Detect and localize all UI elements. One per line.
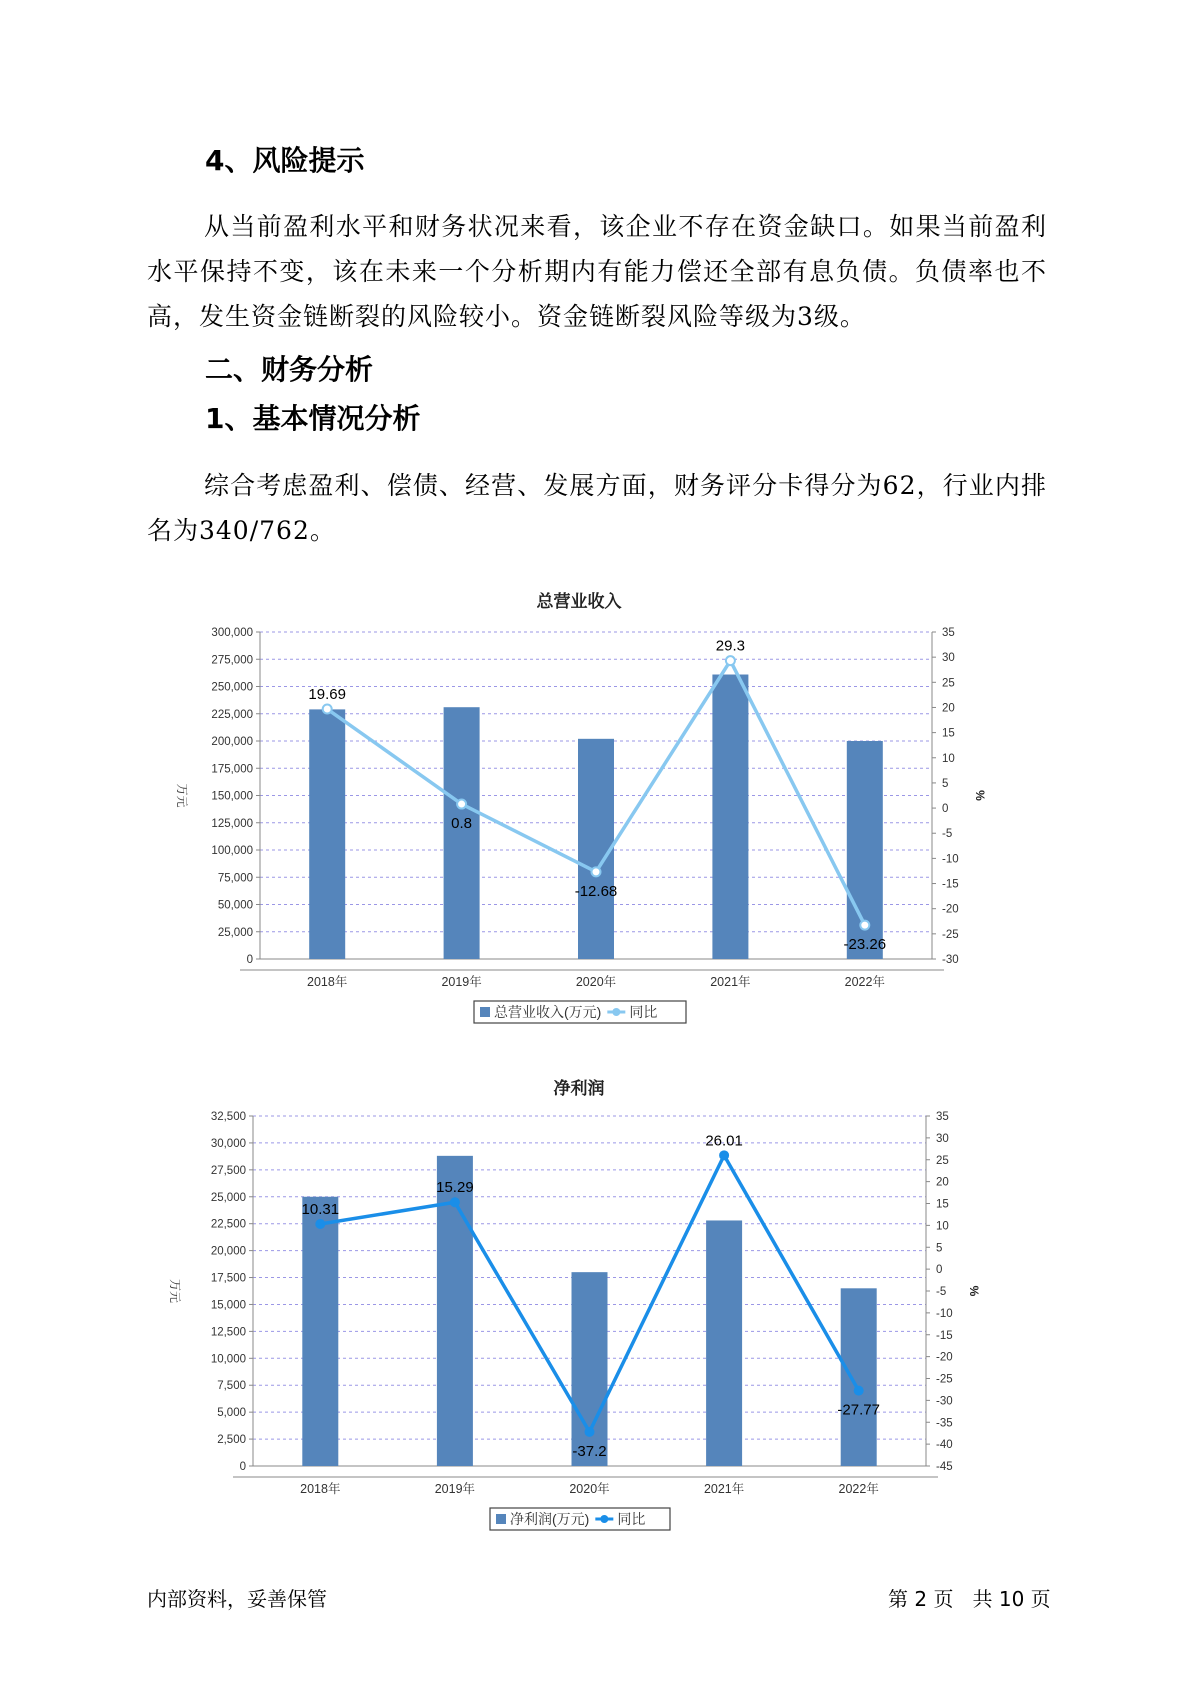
y2-tick-label: -30 bbox=[942, 954, 959, 966]
legend-bar-label: 净利润(万元) bbox=[510, 1511, 590, 1527]
net-profit-chart bbox=[160, 1078, 990, 1538]
line-point bbox=[315, 1219, 325, 1229]
risk-paragraph: 从当前盈利水平和财务状况来看，该企业不存在资金缺口。如果当前盈利水平保持不变，该在未来一个分析期内有能力偿还全部有息负债。负债率也不高，发生资金链断裂的风险较小。资金链断裂风险等级为3级。 bbox=[147, 212, 1047, 331]
y2-tick-label: 15 bbox=[936, 1198, 949, 1211]
x-tick-label: 2018年 bbox=[300, 1482, 341, 1496]
chart-title: 净利润 bbox=[553, 1079, 605, 1098]
line-point bbox=[585, 1427, 595, 1437]
data-label: 15.29 bbox=[436, 1179, 474, 1197]
y-tick-label: 225,000 bbox=[211, 708, 253, 721]
y-tick-label: 50,000 bbox=[217, 899, 253, 912]
y2-tick-label: -25 bbox=[942, 928, 959, 941]
y2-tick-label: 30 bbox=[936, 1132, 949, 1145]
y2-tick-label: 10 bbox=[942, 752, 955, 765]
legend-line-marker bbox=[612, 1008, 620, 1016]
bar bbox=[841, 1288, 877, 1466]
risk-heading: 4、风险提示 bbox=[205, 144, 365, 177]
x-tick-label: 2021年 bbox=[703, 1482, 745, 1496]
legend-line-label: 同比 bbox=[629, 1004, 658, 1020]
chart-title: 总营业收入 bbox=[536, 592, 622, 611]
y2-tick-label: 20 bbox=[942, 702, 955, 715]
y-tick-label: 0 bbox=[246, 954, 253, 966]
bar bbox=[309, 709, 345, 959]
y-tick-label: 2,500 bbox=[217, 1434, 246, 1447]
y2-tick-label: 35 bbox=[942, 627, 955, 639]
y2-tick-label: -10 bbox=[942, 853, 959, 866]
y-tick-label: 25,000 bbox=[210, 1191, 246, 1204]
data-label: 29.3 bbox=[715, 637, 746, 655]
x-tick-label: 2019年 bbox=[441, 975, 482, 989]
y-tick-label: 22,500 bbox=[210, 1218, 246, 1231]
x-tick-label: 2022年 bbox=[838, 1482, 879, 1496]
y2-tick-label: 20 bbox=[936, 1176, 949, 1189]
x-tick-label: 2020年 bbox=[575, 975, 617, 989]
legend-line-label: 同比 bbox=[617, 1511, 646, 1527]
finance-paragraph: 综合考虑盈利、偿债、经营、发展方面，财务评分卡得分为62，行业内排名为340/762。 bbox=[147, 471, 1047, 545]
y-tick-label: 175,000 bbox=[211, 763, 253, 776]
y2-tick-label: -40 bbox=[936, 1439, 953, 1452]
data-label: -12.68 bbox=[574, 882, 618, 900]
y-tick-label: 30,000 bbox=[210, 1137, 246, 1150]
line-point bbox=[854, 1386, 864, 1396]
footer-confidential: 内部资料，妥善保管 bbox=[147, 1587, 327, 1611]
y2-tick-label: -15 bbox=[936, 1329, 953, 1342]
x-tick-label: 2018年 bbox=[307, 975, 348, 989]
bar bbox=[572, 1272, 608, 1466]
y-tick-label: 275,000 bbox=[211, 654, 253, 667]
y-tick-label: 100,000 bbox=[211, 845, 253, 857]
y-tick-label: 125,000 bbox=[211, 817, 253, 830]
legend-line-marker bbox=[600, 1515, 608, 1523]
y2-tick-label: -20 bbox=[936, 1351, 953, 1364]
y2-axis-label: % bbox=[967, 1285, 981, 1297]
basic-analysis-heading: 1、基本情况分析 bbox=[205, 402, 421, 435]
y2-tick-label: -25 bbox=[936, 1373, 953, 1386]
bar bbox=[712, 675, 748, 959]
footer-page-number: 第 2 页 共 10 页 bbox=[888, 1587, 1051, 1611]
finance-heading: 二、财务分析 bbox=[205, 353, 374, 386]
revenue-chart bbox=[160, 577, 990, 1032]
x-tick-label: 2019年 bbox=[434, 1482, 476, 1496]
data-label: -27.77 bbox=[837, 1401, 880, 1419]
y-tick-label: 200,000 bbox=[211, 736, 253, 748]
y-axis-label: 万元 bbox=[168, 1278, 182, 1304]
y2-axis-label: % bbox=[973, 790, 987, 801]
y-tick-label: 32,500 bbox=[210, 1111, 246, 1123]
y2-tick-label: -30 bbox=[936, 1395, 953, 1408]
x-tick-label: 2021年 bbox=[710, 975, 751, 989]
legend-bar-label: 总营业收入(万元) bbox=[494, 1004, 602, 1020]
y-tick-label: 27,500 bbox=[210, 1164, 246, 1177]
line-point bbox=[860, 921, 869, 930]
line-point bbox=[457, 800, 466, 809]
x-tick-label: 2020年 bbox=[569, 1482, 610, 1496]
x-tick-label: 2022年 bbox=[844, 975, 885, 989]
legend-bar-swatch bbox=[480, 1007, 490, 1017]
y2-tick-label: -45 bbox=[936, 1461, 953, 1473]
y2-tick-label: 5 bbox=[936, 1242, 943, 1255]
line-point bbox=[323, 705, 332, 714]
data-label: 10.31 bbox=[301, 1201, 340, 1219]
y-tick-label: 7,500 bbox=[217, 1380, 246, 1393]
y2-tick-label: -10 bbox=[936, 1307, 953, 1320]
y2-tick-label: 5 bbox=[942, 777, 949, 790]
y2-tick-label: -35 bbox=[936, 1417, 953, 1430]
y-tick-label: 150,000 bbox=[211, 790, 253, 803]
y2-tick-label: -20 bbox=[942, 903, 959, 916]
line-point bbox=[719, 1150, 729, 1160]
y2-tick-label: 35 bbox=[936, 1111, 949, 1123]
y-tick-label: 15,000 bbox=[210, 1299, 246, 1312]
y-tick-label: 17,500 bbox=[210, 1272, 246, 1285]
y-tick-label: 250,000 bbox=[211, 681, 253, 694]
legend-bar-swatch bbox=[496, 1514, 506, 1524]
data-label: -37.2 bbox=[572, 1442, 607, 1460]
y2-tick-label: -15 bbox=[942, 878, 959, 891]
y2-tick-label: 30 bbox=[942, 652, 955, 665]
data-label: 0.8 bbox=[451, 815, 473, 833]
line-point bbox=[450, 1197, 460, 1207]
y-tick-label: 25,000 bbox=[217, 926, 253, 939]
bar bbox=[706, 1220, 742, 1466]
bar bbox=[302, 1197, 338, 1466]
data-label: 19.69 bbox=[308, 686, 346, 704]
y2-tick-label: 25 bbox=[942, 677, 955, 690]
y2-tick-label: 0 bbox=[942, 803, 949, 816]
y-tick-label: 300,000 bbox=[211, 627, 253, 639]
bar bbox=[444, 707, 480, 959]
y-tick-label: 10,000 bbox=[210, 1353, 246, 1366]
y2-tick-label: 0 bbox=[936, 1264, 943, 1277]
y-tick-label: 5,000 bbox=[217, 1407, 246, 1420]
data-label: -23.26 bbox=[843, 936, 887, 954]
y-tick-label: 12,500 bbox=[210, 1326, 246, 1339]
y-tick-label: 20,000 bbox=[210, 1245, 246, 1258]
y-tick-label: 0 bbox=[239, 1461, 246, 1473]
y-tick-label: 75,000 bbox=[217, 872, 253, 885]
data-label: 26.01 bbox=[705, 1132, 743, 1150]
y2-tick-label: 10 bbox=[936, 1220, 949, 1233]
y2-tick-label: 15 bbox=[942, 727, 955, 740]
y2-tick-label: -5 bbox=[936, 1286, 947, 1298]
line-point bbox=[726, 656, 735, 665]
line-point bbox=[592, 867, 601, 876]
y2-tick-label: 25 bbox=[936, 1154, 949, 1167]
y-axis-label: 万元 bbox=[175, 783, 189, 808]
y2-tick-label: -5 bbox=[942, 828, 953, 841]
